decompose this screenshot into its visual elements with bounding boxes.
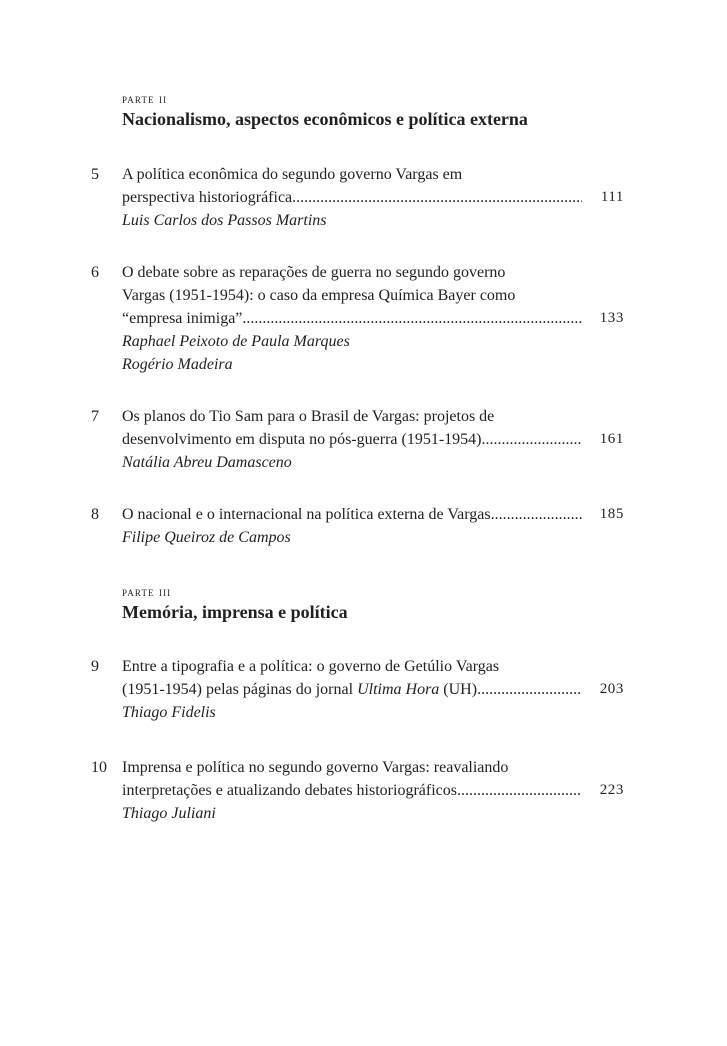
chapter-number: 10 <box>91 759 107 776</box>
chapter-number: 8 <box>91 506 99 523</box>
dot-leader <box>242 307 582 330</box>
chapter-title-text: O nacional e o internacional na política externa de Vargas <box>122 506 491 523</box>
chapter-title-line <box>122 678 582 701</box>
chapter-title-line <box>122 428 582 451</box>
chapter-title-line: Entre a tipografia e a política: o governo de Getúlio Vargas <box>122 658 500 675</box>
chapter-number: 5 <box>91 166 99 183</box>
chapter-title-text <box>122 678 477 701</box>
chapter-author: Raphael Peixoto de Paula Marques <box>122 333 350 350</box>
page-number: 161 <box>599 431 624 447</box>
part-label: parte iii <box>122 584 172 599</box>
chapter-author: Luis Carlos dos Passos Martins <box>122 212 327 229</box>
page-number: 133 <box>599 310 624 326</box>
chapter-title-line <box>122 307 582 330</box>
chapter-author: Filipe Queiroz de Campos <box>122 529 291 546</box>
page-number: 111 <box>600 189 624 205</box>
chapter-title-line: Vargas (1951-1954): o caso da empresa Química Bayer como <box>122 287 516 304</box>
chapter-title-line <box>122 779 582 802</box>
dot-leader <box>481 428 582 451</box>
chapter-author: Rogério Madeira <box>122 356 233 373</box>
chapter-author: Natália Abreu Damasceno <box>122 454 292 471</box>
page-number: 185 <box>599 506 624 522</box>
chapter-title-text: perspectiva historiográfica <box>122 189 293 206</box>
chapter-title-line <box>122 186 582 209</box>
chapter-number: 9 <box>91 658 99 675</box>
chapter-title-part: (1951-1954) pelas páginas do jornal <box>122 681 358 698</box>
dot-leader <box>491 503 582 526</box>
chapter-title-line: Imprensa e política no segundo governo Vargas: reavaliando <box>122 759 509 776</box>
page-number: 203 <box>599 681 624 697</box>
part-title: Memória, imprensa e política <box>122 602 348 622</box>
chapter-title-text: “empresa inimiga” <box>122 310 243 327</box>
newspaper-title: Ultima Hora <box>357 681 440 698</box>
chapter-title-line: Os planos do Tio Sam para o Brasil de Vargas: projetos de <box>122 408 495 425</box>
chapter-title-line <box>122 503 582 526</box>
dot-leader <box>457 779 582 802</box>
chapter-title-line: A política econômica do segundo governo Vargas em <box>122 166 463 183</box>
chapter-author: Thiago Juliani <box>122 805 216 822</box>
part-label: parte ii <box>122 91 168 106</box>
chapter-author: Thiago Fidelis <box>122 704 216 721</box>
page-number: 223 <box>599 782 624 798</box>
chapter-title-line: O debate sobre as reparações de guerra no segundo governo <box>122 264 506 281</box>
dot-leader <box>292 186 582 209</box>
chapter-title-part: (UH) <box>439 681 478 698</box>
chapter-title-text: interpretações e atualizando debates historiográficos <box>122 782 457 799</box>
part-title: Nacionalismo, aspectos econômicos e política externa <box>122 109 528 129</box>
chapter-number: 7 <box>91 408 99 425</box>
dot-leader <box>477 678 582 701</box>
chapter-title-text: desenvolvimento em disputa no pós-guerra (1951-1954) <box>122 431 482 448</box>
chapter-number: 6 <box>91 264 99 281</box>
